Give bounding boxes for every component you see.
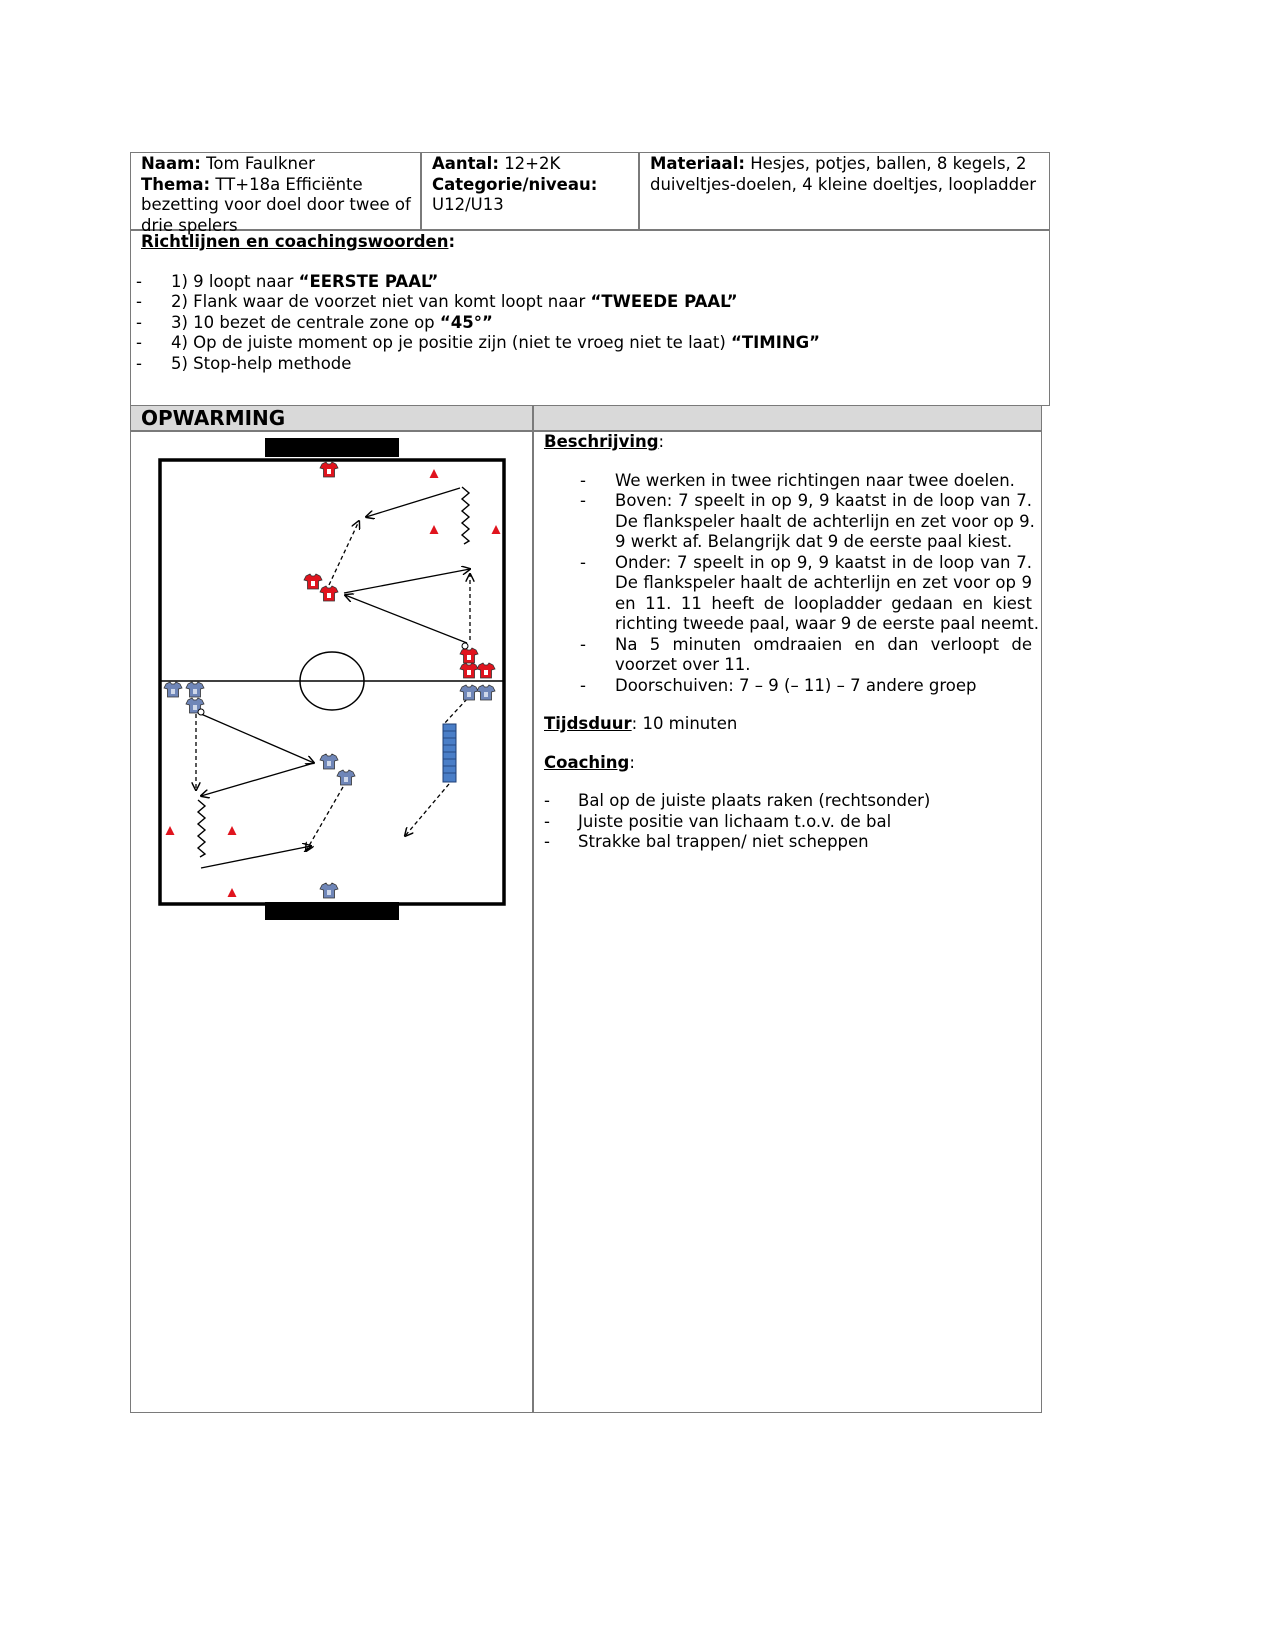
aantal-cell — [432, 154, 632, 216]
richtlijnen-block — [136, 232, 1041, 374]
list-item-line: richting tweede paal, waar 9 de eerste paal neemt. — [615, 614, 1040, 633]
blue-player — [460, 685, 478, 700]
categorie-label: Categorie/niveau: — [432, 174, 598, 194]
list-item: - Onder: 7 speelt in op 9, 9 kaatst in de loop van 7. — [580, 552, 1032, 572]
dribble-arrow — [198, 800, 205, 857]
richtlijnen-list — [136, 272, 1041, 375]
list-item: - Bal op de juiste plaats raken (rechtsonder) — [544, 791, 931, 810]
richtlijnen-title: Richtlijnen en coachingswoorden — [141, 232, 449, 251]
section-col-divider — [532, 405, 534, 1413]
list-item-line: en 11. 11 heeft de loopladder gedaan en kiest — [615, 593, 1032, 613]
categorie-value: U12/U13 — [432, 195, 504, 214]
aantal-value: 12+2K — [504, 154, 561, 173]
blue-player — [186, 682, 204, 697]
top-goal — [265, 438, 399, 457]
header-col-divider-2 — [638, 152, 640, 230]
naam-thema-cell — [141, 154, 416, 236]
cone — [228, 826, 237, 835]
cone — [492, 525, 501, 534]
red-player — [460, 663, 478, 678]
tijdsduur-value: : 10 minuten — [631, 714, 738, 733]
richtlijnen-colon: : — [448, 232, 456, 251]
beschrijving-list — [544, 470, 1040, 697]
blue-player — [320, 754, 338, 769]
coaching-colon: : — [629, 752, 635, 772]
materiaal-value-line-2: duiveltjes-doelen, 4 kleine doeltjes, loopladder — [650, 174, 1037, 194]
beschrijving-colon: : — [658, 432, 665, 451]
blue-player — [337, 770, 355, 785]
beschrijving-title: Beschrijving — [544, 432, 659, 451]
drill-diagram — [150, 433, 520, 928]
pass-arrow — [201, 714, 314, 763]
red-player — [320, 586, 338, 601]
naam-value: Tom Faulkner — [206, 154, 315, 173]
run-arrow — [329, 521, 359, 585]
thema-value-line-2: bezetting voor doel door twee of — [141, 195, 411, 214]
list-item: - Na 5 minuten omdraaien en dan verloopt de — [580, 634, 1032, 654]
section-title: OPWARMING — [141, 406, 286, 430]
materiaal-label: Materiaal: — [650, 154, 745, 173]
run-arrow — [443, 699, 467, 725]
cone — [228, 888, 237, 897]
thema-value-line-3: drie spelers — [141, 215, 238, 235]
red-player — [320, 462, 338, 477]
run-arrow — [405, 784, 449, 836]
list-item-line: voorzet over 11. — [615, 655, 751, 674]
dribble-arrow — [462, 487, 469, 544]
description-column — [544, 432, 1040, 853]
pitch-outline — [160, 460, 504, 904]
list-item: - 2) Flank waar de voorzet niet van komt loopt naar “TWEEDE PAAL” — [136, 292, 738, 311]
pass-arrow — [345, 595, 467, 643]
pass-arrow — [366, 488, 460, 517]
blue-player — [320, 883, 338, 898]
pass-arrow — [201, 763, 314, 796]
ladder — [443, 724, 456, 782]
cone — [430, 469, 439, 478]
list-item: - Strakke bal trappen/ niet scheppen — [544, 832, 869, 851]
list-item: - Boven: 7 speelt in op 9, 9 kaatst in de loop van 7. — [580, 491, 1032, 510]
naam-label: Naam: — [141, 154, 201, 173]
list-item: - 3) 10 bezet de centrale zone op “45°” — [136, 312, 493, 332]
list-item: - 5) Stop-help methode — [136, 353, 352, 373]
materiaal-value: Hesjes, potjes, ballen, 8 kegels, 2 — [750, 154, 1027, 173]
list-item-line: De flankspeler haalt de achterlijn en zet voor op 9 — [615, 573, 1032, 592]
list-item-line: 9 werkt af. Belangrijk dat 9 de eerste paal kiest. — [615, 532, 1013, 551]
blue-player — [477, 685, 495, 700]
tijdsduur-title: Tijdsduur — [544, 714, 632, 733]
header-col-divider-1 — [420, 152, 422, 230]
pass-arrow — [344, 569, 470, 593]
cone — [166, 826, 175, 835]
ball — [462, 643, 468, 649]
red-player — [460, 648, 478, 663]
red-player — [304, 574, 322, 589]
cone — [430, 525, 439, 534]
list-item: - We werken in twee richtingen naar twee doelen. — [580, 470, 1015, 490]
list-item: - Juiste positie van lichaam t.o.v. de bal — [544, 811, 892, 831]
aantal-label: Aantal: — [432, 154, 499, 173]
ball — [198, 709, 204, 715]
blue-player — [164, 682, 182, 697]
run-arrow — [306, 787, 343, 851]
red-player — [477, 663, 495, 678]
list-item: - Doorschuiven: 7 – 9 (– 11) – 7 andere groep — [580, 675, 977, 695]
list-item: - 1) 9 loopt naar “EERSTE PAAL” — [136, 271, 439, 291]
list-item-line: De flankspeler haalt de achterlijn en zet voor op 9. — [615, 511, 1035, 531]
thema-label: Thema: — [141, 174, 211, 194]
thema-value: TT+18a Efficiënte — [215, 174, 363, 194]
materiaal-cell — [650, 154, 1045, 195]
coaching-list — [544, 791, 1032, 853]
coaching-title: Coaching — [544, 752, 630, 772]
list-item: - 4) Op de juiste moment op je positie zijn (niet te vroeg niet te laat) “TIMING” — [136, 333, 821, 352]
pass-arrow — [201, 846, 311, 868]
